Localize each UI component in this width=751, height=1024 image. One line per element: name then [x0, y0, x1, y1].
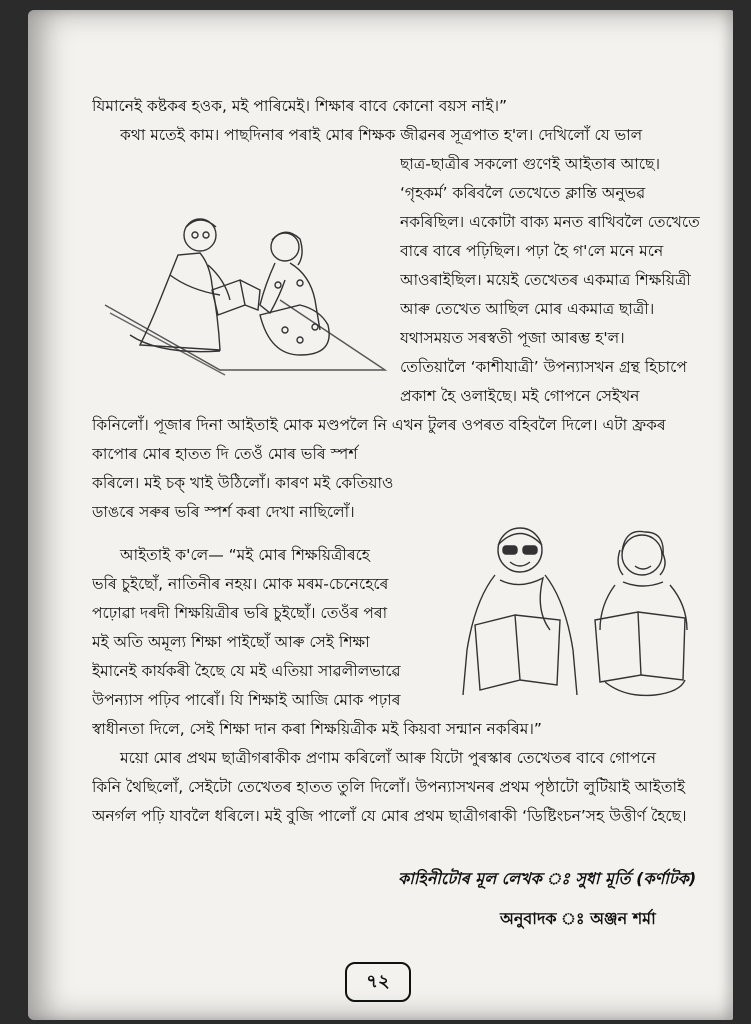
paragraph-conclusion — [92, 744, 732, 831]
text-line: উপন্যাস পঢ়িব পাৰোঁ। যি শিক্ষাই আজি মোক পঢ়াৰ — [92, 691, 401, 709]
page-number-label: ৭২ — [366, 970, 390, 992]
text-line: মই অতি অমূল্য শিক্ষা পাইছোঁ আৰু সেই শিক্ষা — [92, 633, 370, 651]
text-line: কিনিলোঁ। পূজাৰ দিনা আইতাই মোক মণ্ডপলৈ নি এখন টুলৰ ওপৰত বহিবলৈ দিলে। এটা ফ্ৰকৰ — [92, 416, 666, 434]
text-line: পঢ়োৱা দৰদী শিক্ষয়িত্ৰীৰ ভৰি চুইছোঁ। তেওঁৰ পৰা — [92, 604, 388, 622]
text-line: যথাসময়ত সৰস্বতী পূজা আৰম্ভ হ'ল। — [400, 329, 625, 347]
text-line: কৰিলে। মই চক্ খাই উঠিলোঁ। কাৰণ মই কেতিয়াও — [92, 474, 394, 492]
text-line: নকৰিছিল। একোটা বাক্য মনত ৰাখিবলৈ তেখেতে — [400, 213, 700, 231]
paragraph-touch-feet — [92, 440, 422, 527]
text-line: আওৰাইছিল। ময়েই তেখেতৰ একমাত্ৰ শিক্ষয়িত্ৰী — [400, 271, 691, 289]
text-line: আৰু তেখেত আছিল মোৰ একমাত্ৰ ছাত্ৰী। — [400, 300, 655, 318]
paragraph-intro — [92, 92, 732, 121]
text-line: তেতিয়ালৈ ‘কাশীযাত্ৰী’ উপন্যাসখন গ্ৰন্থ হিচাপে — [400, 358, 687, 376]
text-line: ‘গৃহকৰ্ম’ কৰিবলৈ তেখেতে ক্লান্তি অনুভৱ — [400, 184, 646, 202]
text-line: ভৰি চুইছোঁ, নাতিনীৰ নহয়। মোক মৰম-চেনেহেৰে — [92, 575, 389, 593]
paragraph-right-column — [400, 150, 732, 411]
text-line: ময়ো মোৰ প্ৰথম ছাত্ৰীগৰাকীক প্ৰণাম কৰিলোঁ আৰু যিটো পুৰস্কাৰ তেখেতৰ বাবে গোপনে — [120, 749, 657, 767]
paragraph-quote — [92, 541, 457, 715]
text-line: কথা মতেই কাম। পাছদিনাৰ পৰাই মোৰ শিক্ষক জীৱনৰ সূত্ৰপাত হ'ল। দেখিলোঁ যে ভাল — [120, 126, 643, 144]
illustration-grandmother-learning — [100, 205, 392, 377]
illustration-reading-together — [455, 520, 730, 700]
paragraph-puja — [92, 411, 732, 440]
text-line: ডাঙৰে সৰুৰ ভৰি স্পৰ্শ কৰা দেখা নাছিলোঁ। — [92, 503, 355, 521]
text-line: কিনি থৈছিলোঁ, সেইটো তেখেতৰ হাতত তুলি দিলোঁ। উপন্যাসখনৰ প্ৰথম পৃষ্ঠাটো লুটিয়াই আইতাই — [92, 778, 686, 796]
text-line: ইমানেই কাৰ্যকৰী হৈছে যে মই এতিয়া সাৱলীলভাৱে — [92, 662, 401, 680]
text-line: ছাত্ৰ-ছাত্ৰীৰ সকলো গুণেই আইতাৰ আছে। — [400, 155, 661, 173]
paragraph-freedom — [92, 715, 732, 744]
page-number — [345, 962, 411, 1002]
text-line: আইতাই ক'লে— “মই মোৰ শিক্ষয়িত্ৰীৰহে — [120, 546, 370, 564]
text-line: স্বাধীনতা দিলে, সেই শিক্ষা দান কৰা শিক্ষয়িত্ৰীক মই কিয়বা সন্মান নকৰিম।” — [92, 720, 542, 738]
text-line: যিমানেই কষ্টকৰ হওক, মই পাৰিমেই। শিক্ষাৰ বাবে কোনো বয়স নাই।” — [92, 97, 508, 115]
translator-credit: অনুবাদক ঃ অঞ্জন শৰ্মা — [500, 909, 656, 928]
paragraph-start — [120, 121, 732, 150]
author-credit: কাহিনীটোৰ মূল লেখক ঃ সুধা মূৰ্তি (কৰ্ণাটক) — [398, 869, 697, 888]
text-line: প্ৰকাশ হৈ ওলাইছে। মই গোপনে সেইখন — [400, 387, 640, 405]
text-line: কাপোৰ মোৰ হাতত দি তেওঁ মোৰ ভৰি স্পৰ্শ — [92, 445, 358, 463]
text-line: বাৰে বাৰে পঢ়িছিল। পঢ়া হৈ গ'লে মনে মনে — [400, 242, 664, 260]
text-line: অনৰ্গল পঢ়ি যাবলৈ ধৰিলে। মই বুজি পালোঁ যে মোৰ প্ৰথম ছাত্ৰীগৰাকী ‘ডিষ্টিংচন’সহ উত্তীৰ্ণ হৈছে। — [92, 807, 687, 825]
